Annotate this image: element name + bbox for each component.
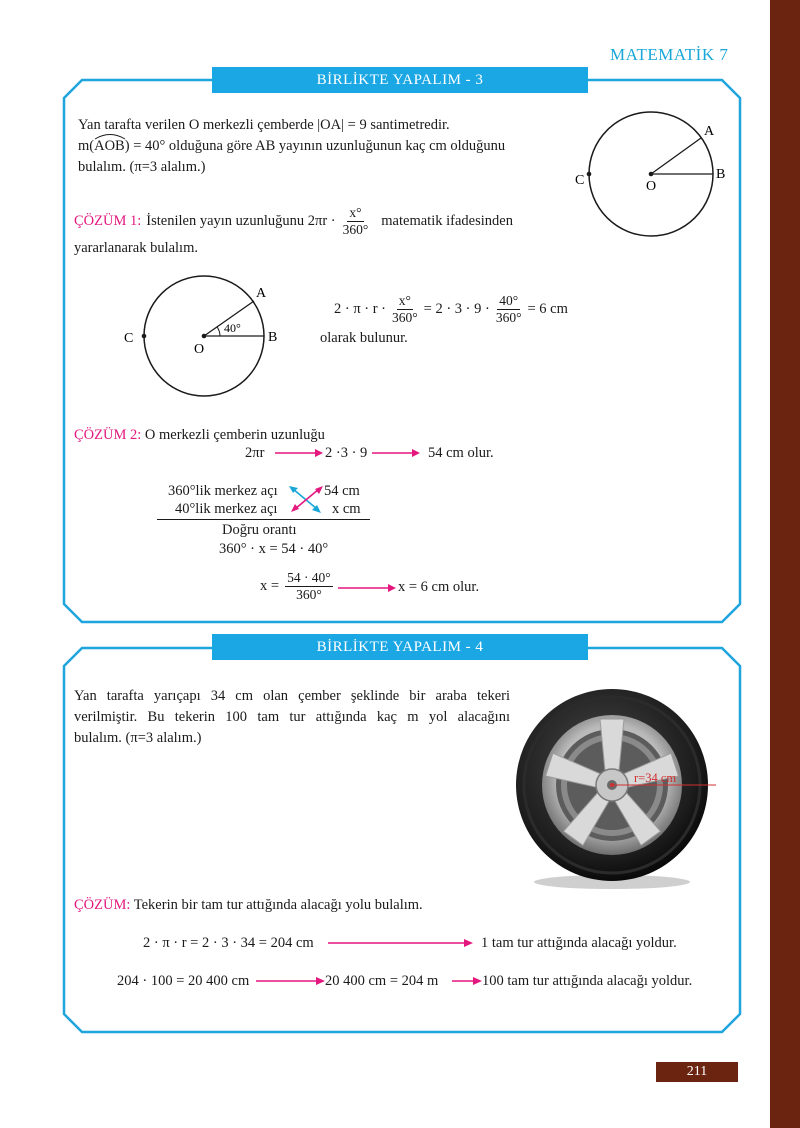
denominator: 360° <box>296 587 322 602</box>
label-o: O <box>194 342 205 357</box>
step2-c: 100 tam tur attığında alacağı yoldur. <box>482 973 693 989</box>
step1-rhs: 1 tam tur attığında alacağı yoldur. <box>481 935 677 951</box>
cross-arrows-icon <box>287 483 327 519</box>
subject-header: MATEMATİK 7 <box>610 45 729 64</box>
fraction <box>494 293 524 326</box>
solution1-text: matematik ifadesinden <box>381 213 513 229</box>
text: ) = 40° olduğuna göre AB yayının uzunluğunun kaç cm olduğunu <box>124 138 506 154</box>
eq-text: = 2 · 3 · 9 · <box>423 301 490 317</box>
solution1-label: ÇÖZÜM 1: <box>74 213 142 229</box>
fraction <box>285 570 333 603</box>
numerator: 54 · 40° <box>287 570 331 585</box>
arrow-line <box>293 489 317 509</box>
solution1-text: İstenilen yayın uzunluğunu 2πr · <box>146 213 336 229</box>
final-equation <box>260 570 333 603</box>
point-c <box>142 334 147 339</box>
arrow-icon <box>452 973 484 989</box>
step1-lhs: 2 · π · r = 2 · 3 · 34 = 204 cm <box>143 935 314 951</box>
solution2-label: ÇÖZÜM 2: <box>74 427 142 443</box>
radius-label: r=34 cm <box>634 771 677 785</box>
center-point <box>649 172 654 177</box>
proportion-type: Doğru orantı <box>222 522 297 538</box>
angle-arc <box>217 327 220 336</box>
circle-diagram-2 <box>120 270 290 400</box>
problem-line: bulalım. (π=3 alalım.) <box>74 730 202 746</box>
arc-label: AOB <box>94 138 125 154</box>
radius-oa <box>651 138 701 174</box>
prop-row2-right: x cm <box>332 501 361 517</box>
label-b: B <box>268 330 278 345</box>
numerator: 40° <box>499 293 519 308</box>
proportion-equation: 360° · x = 54 · 40° <box>219 541 329 557</box>
step2-a: 204 · 100 = 20 400 cm <box>117 973 250 989</box>
equation-1-result: olarak bulunur. <box>320 330 408 346</box>
section4-problem <box>74 686 510 749</box>
arrow-head <box>315 486 323 494</box>
prop-row1-right: 54 cm <box>324 483 360 499</box>
label-b: B <box>716 167 726 182</box>
problem-line: verilmiştir. Bu tekerin 100 tam tur attığında kaç m yol alacağını <box>74 709 510 725</box>
final-result: x = 6 cm olur. <box>398 579 480 595</box>
solution-label: ÇÖZÜM: <box>74 897 131 913</box>
prop-row1-left: 360°lik merkez açı <box>168 483 278 499</box>
section4-solution-heading <box>74 895 423 916</box>
page-number: 211 <box>656 1062 738 1082</box>
arc-mark-icon <box>94 132 126 140</box>
step2-b: 20 400 cm = 204 m <box>325 973 439 989</box>
problem-line: Yan tarafta verilen O merkezli çemberde |OA| = 9 santimetredir. <box>78 117 450 133</box>
arrow-icon <box>372 445 422 461</box>
label-c: C <box>575 173 585 188</box>
problem-line: bulalım. (π=3 alalım.) <box>78 159 206 175</box>
numerator: x° <box>349 205 362 220</box>
arrow-head <box>291 504 299 512</box>
numerator: x° <box>398 293 411 308</box>
solution1-line <box>74 205 574 238</box>
problem-line <box>78 136 558 157</box>
arrow-line <box>295 489 319 509</box>
center-point <box>202 334 207 339</box>
solution1-line: yararlanarak bulalım. <box>74 240 198 256</box>
arrow-icon <box>275 445 325 461</box>
denominator: 360° <box>495 310 522 325</box>
chain-c: 54 cm olur. <box>428 445 494 461</box>
label-a: A <box>704 124 715 139</box>
circle-diagram-1 <box>570 110 730 260</box>
angle-label: 40° <box>224 321 241 335</box>
arrow-icon <box>256 973 328 989</box>
solution-text: Tekerin bir tam tur attığında alacağı yolu bulalım. <box>133 897 423 913</box>
final-lhs: x = <box>260 578 280 594</box>
point-c <box>587 172 592 177</box>
text: m( <box>78 138 95 154</box>
equation-1 <box>334 293 634 326</box>
center-point <box>610 783 614 787</box>
label-a: A <box>256 286 267 301</box>
fraction <box>390 293 420 326</box>
section3-banner: BİRLİKTE YAPALIM - 3 <box>212 67 588 93</box>
arrow-icon <box>338 580 398 596</box>
arrow-icon <box>328 935 476 951</box>
chain-b: 2 ·3 · 9 <box>325 445 368 461</box>
denominator: 360° <box>342 222 369 237</box>
section4-banner: BİRLİKTE YAPALIM - 4 <box>212 634 588 660</box>
denominator: 360° <box>392 310 418 325</box>
problem-line: Yan tarafta yarıçapı 34 cm olan çember şeklinde bir araba tekeri <box>74 688 510 704</box>
eq-text: = 6 cm <box>527 301 568 317</box>
solution1 <box>74 205 574 259</box>
arc-notation <box>94 136 125 157</box>
eq-text: 2 · π · r · <box>334 301 387 317</box>
prop-row2-left: 40°lik merkez açı <box>175 501 278 517</box>
solution2-text: O merkezli çemberin uzunluğu <box>144 427 325 443</box>
label-o: O <box>646 179 657 194</box>
tire-illustration <box>512 685 717 895</box>
label-c: C <box>124 331 134 346</box>
fraction <box>341 205 371 238</box>
chain-a: 2πr <box>245 445 265 461</box>
solution2-heading <box>74 425 325 446</box>
section3-problem <box>78 115 558 178</box>
